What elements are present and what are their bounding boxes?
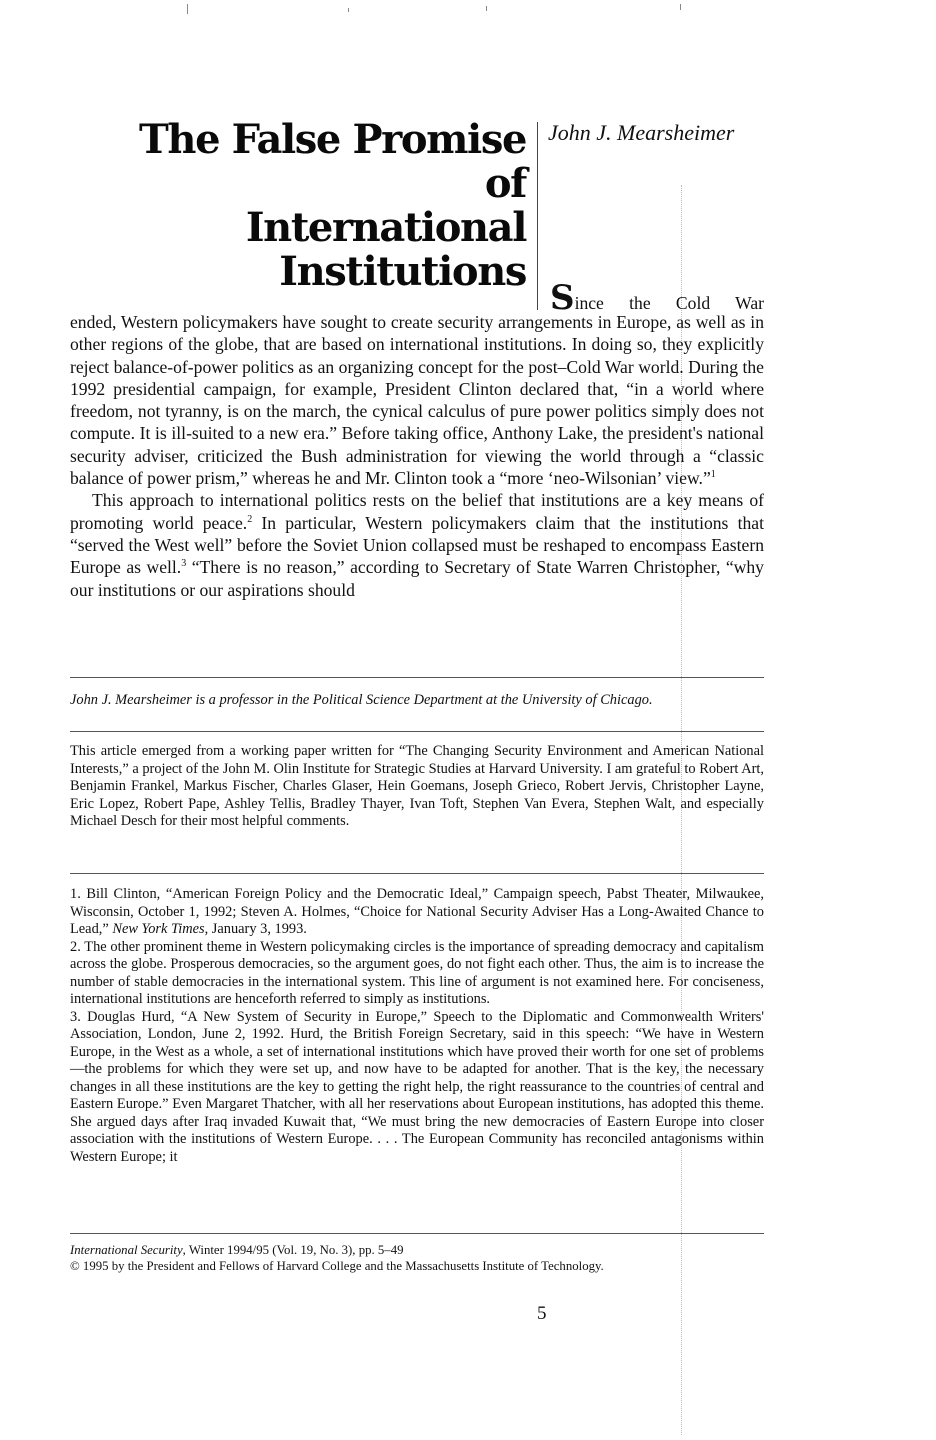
journal-issue: , Winter 1994/95 (Vol. 19, No. 3), pp. 5–49 <box>182 1243 404 1257</box>
footnotes <box>70 886 764 1166</box>
scan-artifact <box>486 6 487 11</box>
title-line-1: The False Promise of <box>139 116 526 207</box>
divider-rule <box>70 677 764 678</box>
footnote-ref-3[interactable]: 3 <box>181 558 187 570</box>
article-body <box>70 311 764 601</box>
title-line-3: Institutions <box>279 248 526 295</box>
body-paragraph-1: ended, Western policymakers have sought to create security arrangements in Europe, as well as in other regions of the globe, that are based on international institutions. In doing so, they explicitly reject balance-of-power politics as an organizing concept for the post–Cold War world. During the 1992 presidential campaign, for example, President Clinton declared that, “in a world where freedom, not tyranny, is on the march, the cynical calculus of pure power politics simply does not compute. It is ill-suited to a new era.” Before taking office, Anthony Lake, the president's national security adviser, criticized the Bush administration for viewing the world through a “classic balance of power prism,” whereas he and Mr. Clinton took a “more ‘neo-Wilsonian’ view.”$^1$ <box>70 312 764 489</box>
divider-rule <box>70 731 764 732</box>
footnote-2: 2. The other prominent theme in Western policymaking circles is the importance of spreading democracy and capitalism across the globe. Prosperous democracies, so the argument goes, do not fight each other. Thus, the aim is to increase the number of stable democracies in the international system. This line of argument is not examined here. For conciseness, international institutions are henceforth referred to simply as institutions. <box>70 938 764 1007</box>
footnote-ref-2[interactable]: 2 <box>247 513 253 525</box>
journal-issue-line <box>70 1242 770 1258</box>
opening-text: ince the Cold War <box>574 293 764 313</box>
page-number: 5 <box>537 1303 547 1324</box>
divider-rule <box>70 873 764 874</box>
divider-rule <box>70 1233 764 1234</box>
footnote-ref-1[interactable]: 1 <box>710 469 716 481</box>
scan-artifact <box>680 4 681 10</box>
footnote-3: 3. Douglas Hurd, “A New System of Security in Europe,” Speech to the Diplomatic and Commonwealth Writers' Association, London, June 2, 1992. Hurd, the British Foreign Secretary, said in this speech: “We have in Western Europe, in the West as a whole, a set of international institutions which have proved their worth for one set of problems—the problems for which they were set up, and now have to be adapted for another. That is the key, the necessary changes in all these institutions are the key to getting the right help, the right reassurance to the countries of central and Eastern Europe.” Even Margaret Thatcher, with all her reservations about European institutions, has adopted this theme. She argued days after Iraq invaded Kuwait that, “We must bring the new democracies of Eastern Europe into closer association with the institutions of Western Europe. . . . The European Community has reconciled antagonisms within Western Europe; it <box>70 1008 764 1165</box>
title-line-2: International <box>245 204 526 251</box>
acknowledgment: This article emerged from a working paper written for “The Changing Security Environment and American National Interests,” a project of the John M. Olin Institute for Strategic Studies at Harvard University. I am grateful to Robert Art, Benjamin Frankel, Markus Fischer, Charles Glaser, Hein Goemans, Joseph Grieco, Robert Jervis, Christopher Layne, Eric Lopez, Robert Pape, Ashley Tellis, Bradley Thayer, Ivan Toft, Stephen Van Evera, Stephen Walt, and especially Michael Desch for their most helpful comments. <box>70 743 764 829</box>
drop-cap: S <box>550 278 575 318</box>
body-paragraph-2: This approach to international politics rests on the belief that institutions are a key means of promoting world peace.$^2$ In particular, Western policymakers claim that the institutions that “served the West well” before the Soviet Union collapsed must be reshaped to encompass Eastern Europe as well.$^3$ “There is no reason,” according to Secretary of State Warren Christopher, “why our institutions or our aspirations should <box>70 490 764 600</box>
title-divider-rule <box>537 122 538 310</box>
author-affiliation: John J. Mearsheimer is a professor in the Political Science Department at the University of Chicago. <box>70 692 653 708</box>
scan-artifact <box>187 4 188 14</box>
journal-name: International Security <box>70 1243 183 1257</box>
copyright-line: © 1995 by the President and Fellows of Harvard College and the Massachusetts Institute of Technology. <box>70 1259 604 1273</box>
journal-citation <box>70 1242 770 1274</box>
article-title <box>100 118 526 294</box>
scan-artifact <box>348 8 349 12</box>
footnote-1: 1. Bill Clinton, “American Foreign Policy and the Democratic Ideal,” Campaign speech, Pabst Theater, Milwaukee, Wisconsin, October 1, 1992; Steven A. Holmes, “Choice for National Security Adviser Has a Long-Awaited Chance to Lead,” New York Times, January 3, 1993. <box>70 886 764 937</box>
author-name: John J. Mearsheimer <box>548 120 735 145</box>
